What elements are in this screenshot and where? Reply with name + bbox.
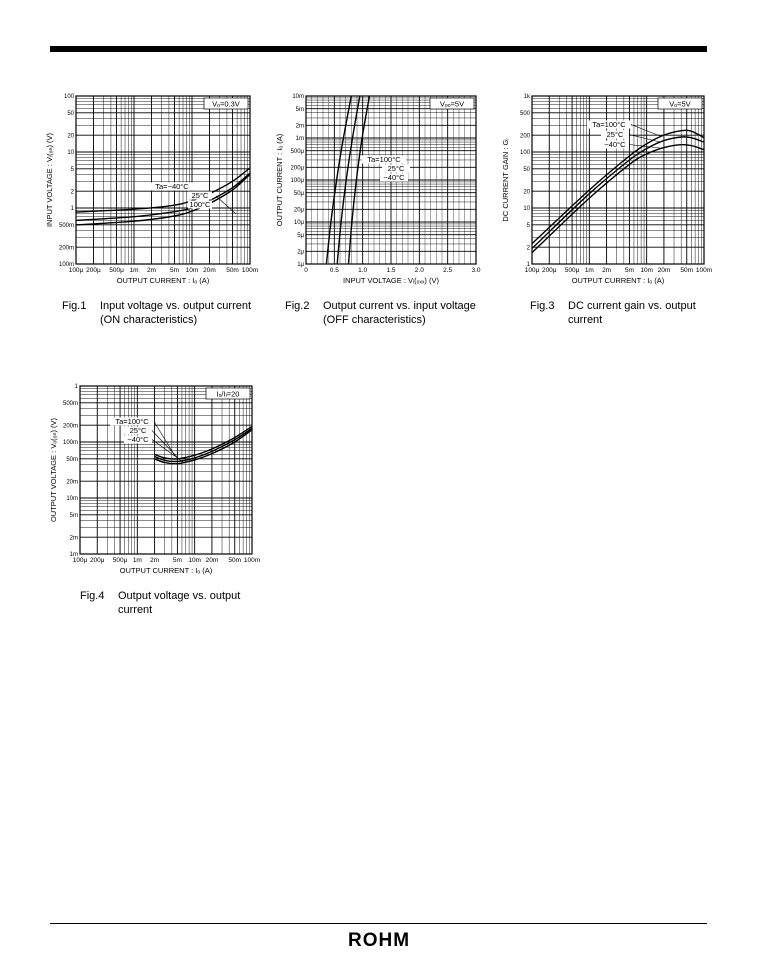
c1-ytick-label: 5m [295,106,304,113]
c2-xtick-label: 50m [680,267,694,274]
c1-annotation-0: Ta=100°C [367,155,401,164]
c1-ytick-label: 100μ [290,178,304,185]
c2-xtick-label: 1m [584,267,594,274]
c0-ytick-label: 1 [70,206,74,213]
fig4-caption-number: Fig.4 [80,590,105,602]
fig2-caption-number: Fig.2 [285,300,310,312]
c2-annotation-2: −40°C [604,140,626,149]
c3-annotation-2: −40°C [127,435,149,444]
fig1-chart [42,86,264,286]
c1-xtick-label: 1.0 [358,267,368,274]
c0-xtick-label: 200μ [86,267,101,274]
c3-ytick-label: 10m [66,496,78,503]
c3-xtick-label: 100m [243,557,261,564]
c3-xtick-label: 100μ [72,557,88,564]
fig4-caption [80,589,260,617]
c1-ytick-label: 1μ [297,262,304,269]
c0-xtick-label: 500μ [109,267,124,274]
c1-ytick-label: 10m [292,94,304,101]
c2-xtick-label: 2m [602,267,612,274]
c1-xtick-label: 3.0 [471,267,481,274]
fig3-caption [530,299,710,327]
c0-ytick-label: 10 [67,150,74,157]
c0-ytick-label: 200m [58,245,74,252]
c0-xtick-label: 5m [170,267,180,274]
c3-xtick-label: 200μ [89,557,105,564]
c1-ytick-label: 2μ [297,249,304,256]
c0-xtick-label: 2m [146,267,156,274]
c2-xtick-label: 500μ [564,267,580,274]
c0-leader [216,196,236,214]
c0-ytick-label: 500m [58,223,74,230]
fig2-chart [270,86,492,286]
c1-xlabel: INPUT VOLTAGE : Vᵢ(ₒₓₓ) (V) [342,276,440,285]
c1-xtick-label: 2.0 [414,267,424,274]
c3-ytick-label: 20m [66,479,78,486]
c1-ytick-label: 1m [295,136,304,143]
header-rule [50,46,707,52]
fig4-caption-text: Output voltage vs. output current [118,590,241,616]
c3-ytick-label: 2m [69,535,78,542]
c1-xtick-label: 0.5 [329,267,339,274]
c2-condition-text: Vₒ=5V [669,99,691,109]
c3-condition-text: Iₒ/Iᵢ=20 [216,389,240,399]
c2-ytick-label: 100 [519,150,530,157]
c0-annotation-1: 25°C [191,191,209,200]
c3-xtick-label: 50m [228,557,242,564]
c3-ytick-label: 1 [74,384,78,391]
c3-ytick-label: 50m [66,457,78,464]
c0-xtick-label: 100μ [68,267,84,274]
c2-series-line-1 [532,137,704,249]
c1-ytick-label: 200μ [290,165,304,172]
c3-xtick-label: 2m [150,557,160,564]
c2-xlabel: OUTPUT CURRENT : Iₒ (A) [571,276,665,285]
c1-ytick-label: 500μ [290,148,304,155]
c2-xtick-label: 20m [657,267,671,274]
c3-ytick-label: 5m [69,513,78,520]
c1-ytick-label: 2m [295,123,304,130]
fig3-caption-number: Fig.3 [530,300,555,312]
c0-xtick-label: 100m [241,267,259,274]
c3-xtick-label: 1m [132,557,142,564]
c1-ytick-label: 10μ [293,220,304,227]
fig1-caption-number: Fig.1 [62,300,87,312]
c1-ytick-label: 5μ [297,232,304,239]
c1-ytick-label: 20μ [293,207,304,214]
c2-ytick-label: 10 [523,206,530,213]
c2-ytick-label: 1k [523,94,530,101]
fig3-chart [494,86,716,286]
fig2-caption [285,299,497,327]
fig2-caption-text: Output current vs. input voltage (OFF characteristics) [323,300,476,326]
c3-xtick-label: 20m [205,557,219,564]
footer-rule [50,923,707,924]
c0-condition-text: Vₒ=0.3V [212,99,240,109]
c0-ytick-label: 50 [67,111,74,118]
c2-xtick-label: 100μ [524,267,540,274]
c3-plot-frame [80,386,252,554]
c2-ytick-label: 50 [523,167,530,174]
c2-annotation-1: 25°C [606,130,624,139]
c0-annotation-2: 100°C [189,200,211,209]
c3-ylabel: OUTPUT VOLTAGE : Vₒ(ₒₙ) (V) [49,417,58,523]
c3-annotation-0: Ta=100°C [115,417,149,426]
c2-xtick-label: 200μ [541,267,557,274]
c2-ytick-label: 5 [526,223,530,230]
c2-xtick-label: 10m [640,267,653,274]
c3-ytick-label: 200m [62,423,78,430]
fig1-caption [62,299,272,327]
c2-ytick-label: 20 [523,189,530,196]
c1-xtick-label: 1.5 [386,267,396,274]
c0-plot-frame [76,96,250,264]
c1-annotation-2: −40°C [383,173,405,182]
c1-ylabel: OUTPUT CURRENT : Iₒ (A) [275,133,284,227]
c0-xtick-label: 1m [129,267,139,274]
c3-ytick-label: 1m [69,552,78,559]
c2-ytick-label: 2 [526,245,530,252]
c1-condition-text: Vₒₒ=5V [439,99,465,109]
c2-ylabel: DC CURRENT GAIN : Gᵢ [501,138,510,222]
rohm-logo-text: ROHM [347,930,411,949]
c3-annotation-1: 25°C [129,426,147,435]
c0-ytick-label: 2 [70,189,74,196]
c0-ytick-label: 5 [70,167,74,174]
c1-xtick-label: 0 [304,267,308,274]
c0-ytick-label: 20 [67,133,74,140]
c0-ylabel: INPUT VOLTAGE : Vᵢ(ₒₙ) (V) [45,132,54,228]
c0-ytick-label: 100 [63,94,74,101]
c1-xtick-label: 2.5 [443,267,453,274]
c2-xtick-label: 100m [695,267,713,274]
c3-ytick-label: 100m [62,440,78,447]
c2-ytick-label: 500 [519,111,530,118]
c0-xtick-label: 50m [226,267,239,274]
c0-xlabel: OUTPUT CURRENT : Iₒ (A) [116,276,210,285]
c1-annotation-1: 25°C [387,164,405,173]
c3-xtick-label: 500μ [112,557,128,564]
c2-ytick-label: 200 [519,133,530,140]
c2-xtick-label: 5m [624,267,634,274]
fig3-caption-text: DC current gain vs. output current [568,300,696,326]
c0-annotation-0: Ta=−40°C [155,182,189,191]
rohm-logo [343,929,415,949]
c0-xtick-label: 20m [203,267,216,274]
c3-xtick-label: 5m [172,557,182,564]
c2-leader-0 [631,125,660,137]
c2-ytick-label: 1 [526,262,530,269]
c2-annotation-0: Ta=100°C [592,120,626,129]
c1-ytick-label: 50μ [293,190,304,197]
c3-xtick-label: 10m [188,557,201,564]
fig4-chart [44,378,266,588]
c3-ytick-label: 500m [62,401,78,408]
c3-xlabel: OUTPUT CURRENT : Iₒ (A) [119,566,213,575]
fig1-caption-text: Input voltage vs. output current (ON characteristics) [100,300,252,326]
c0-xtick-label: 10m [185,267,199,274]
c0-ytick-label: 100m [58,262,74,269]
c3-series-line-0 [155,426,252,459]
